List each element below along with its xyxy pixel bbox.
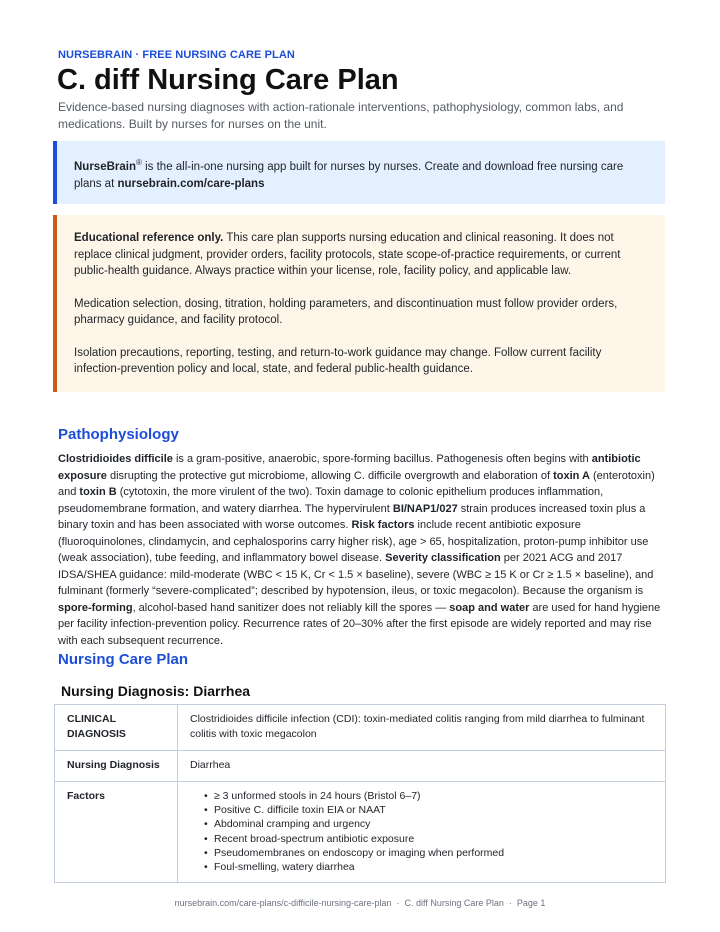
patho-text: , alcohol-based hand sanitizer does not reliably kill the spores — [132, 601, 450, 614]
patho-text: disrupting the protective gut microbiome, allowing C. difficile overgrowth and elaboration of [106, 469, 554, 482]
row-value-clinical-diagnosis: Clostridioides difficile infection (CDI): toxin-mediated colitis ranging from mild diarrhea to fulminant colitis with toxic megacolon [178, 705, 666, 751]
list-item: • Foul-smelling, watery diarrhea [204, 860, 653, 874]
patho-emphasis: Severity classification [385, 552, 501, 564]
patho-text: are used for hand hygiene per facility infection-prevention policy. Recurrence rates of 20–30% after the first episode are widely reported and may rise with each subsequent recurrence. [58, 601, 661, 647]
patho-text: per 2021 ACG and 2017 IDSA/SHEA guidance: mild-moderate (WBC < 15 K, Cr < 1.5 × baseline), severe (WBC ≥ 15 K or Cr ≥ 1.5 × baseline), and fulminant (formerly “severe-complicated”; described by hypotension, ileus, or toxic megacolon). Because the organism is [58, 552, 654, 597]
care-plan-heading: Nursing Care Plan [58, 651, 189, 668]
row-value-factors [178, 782, 666, 883]
patho-emphasis: Clostridioides difficile [58, 453, 173, 465]
patho-emphasis: toxin A [553, 469, 590, 482]
patho-emphasis: Risk factors [351, 519, 415, 531]
patho-text: (cytotoxin, the more virulent of the two). Toxin damage to colonic epithelium produces inflammation, pseudomembrane formation, and watery diarrhea. The hypervirulent [58, 486, 604, 515]
disclaimer-lead: Educational reference only. [74, 232, 224, 244]
patho-emphasis: spore-forming [58, 601, 133, 614]
table-row [55, 782, 666, 883]
list-item: • ≥ 3 unformed stools in 24 hours (Bristol 6–7) [204, 789, 653, 803]
footer-url: nursebrain.com/care-plans/c-difficile-nursing-care-plan [174, 898, 392, 908]
disclaimer-text-1: This care plan supports nursing education and clinical reasoning. It does not replace clinical judgment, provider orders, facility protocols, state scope-of-practice requirements, or current public-health guidance. Always practice within your license, role, facility policy, and applicable law. [74, 232, 621, 277]
row-label-nursing-diagnosis: Nursing Diagnosis [55, 751, 178, 782]
table-row [55, 705, 666, 751]
patho-text: include recent antibiotic exposure (fluoroquinolones, clindamycin, and cephalosporins carry higher risk), age > 65, hospitalization, proton-pump inhibitor use (weak association), tube feeding, and inflammatory bowel disease. [58, 519, 649, 564]
promo-text: is the all-in-one nursing app built for nurses by nurses. Create and download free nursing care plans at [74, 160, 624, 190]
registered-mark: ® [136, 158, 142, 167]
row-label-factors: Factors [55, 782, 178, 883]
pathophysiology-heading: Pathophysiology [58, 426, 179, 443]
patho-text: (enterotoxin) and [58, 469, 655, 498]
eyebrow-label: NURSEBRAIN · FREE NURSING CARE PLAN [58, 49, 295, 61]
disclaimer-paragraph-1 [74, 230, 647, 280]
promo-callout [53, 141, 665, 204]
disclaimer-paragraph-3: Isolation precautions, reporting, testing, and return-to-work guidance may change. Follow current facility infection-prevention policy and local, state, and federal public-health guidance. [74, 346, 602, 375]
care-plan-table [54, 704, 666, 883]
promo-link[interactable]: nursebrain.com/care-plans [117, 177, 265, 190]
row-value-nursing-diagnosis: Diarrhea [178, 751, 666, 782]
footer-separator: · [508, 898, 512, 908]
patho-emphasis: antibiotic exposure [58, 453, 641, 482]
footer-doc-title: C. diff Nursing Care Plan [404, 898, 504, 908]
disclaimer-paragraph-2: Medication selection, dosing, titration, holding parameters, and discontinuation must follow provider orders, pharmacy guidance, and facility protocol. [74, 297, 618, 326]
page-footer [0, 898, 720, 908]
table-row [55, 751, 666, 782]
pathophysiology-paragraph [58, 451, 663, 649]
disclaimer-callout [53, 215, 665, 392]
patho-emphasis: soap and water [449, 601, 530, 614]
footer-separator: · [396, 898, 400, 908]
list-item: • Recent broad-spectrum antibiotic exposure [204, 832, 653, 846]
list-item: • Abdominal cramping and urgency [204, 817, 653, 831]
patho-emphasis: toxin B [79, 486, 117, 498]
page-title: C. diff Nursing Care Plan [57, 64, 399, 96]
patho-emphasis: BI/NAP1/027 [392, 502, 458, 515]
promo-brand: NurseBrain [74, 160, 136, 173]
row-label-clinical-diagnosis: CLINICAL DIAGNOSIS [55, 705, 178, 751]
diagnosis-title: Nursing Diagnosis: Diarrhea [61, 683, 251, 699]
footer-page-number: Page 1 [516, 898, 546, 908]
factors-list [190, 789, 653, 874]
page-subtitle: Evidence-based nursing diagnoses with action-rationale interventions, pathophysiology, common labs, and medications. Built by nurses for nurses on the unit. [58, 100, 624, 131]
patho-text: is a gram-positive, anaerobic, spore-forming bacillus. Pathogenesis often begins with [172, 453, 592, 465]
list-item: • Positive C. difficile toxin EIA or NAAT [204, 803, 653, 817]
list-item: • Pseudomembranes on endoscopy or imaging when performed [204, 846, 653, 860]
patho-text: strain produces increased toxin plus a binary toxin and has been associated with worse outcomes. [58, 502, 646, 531]
